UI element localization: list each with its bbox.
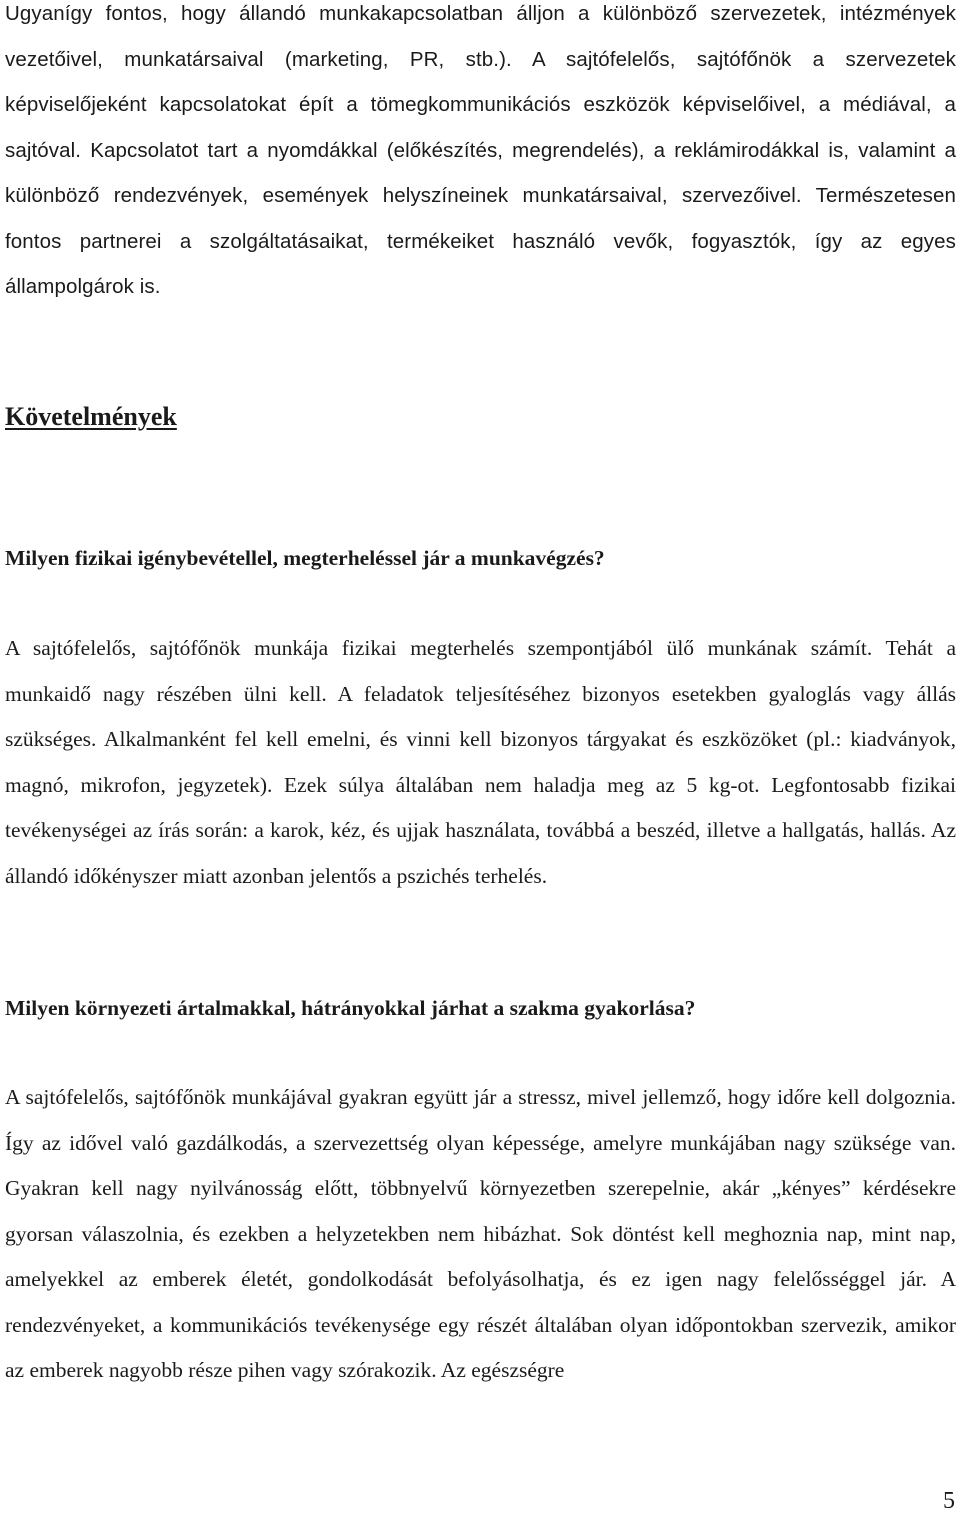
intro-paragraph: Ugyanígy fontos, hogy állandó munkakapcsolatban álljon a különböző szervezetek, intézmények vezetőivel, munkatársaival (marketing, PR, stb.). A sajtófelelős, sajtófőnök a szervezetek képviselőjeként kapcsolatokat épít a tömegkommunikációs eszközök képviselőivel, a médiával, a sajtóval. Kapcsolatot tart a nyomdákkal (előkészítés, megrendelés), a reklámirodákkal is, valamint a különböző rendezvények, események helyszíneinek munkatársaival, szervezőivel. Természetesen fontos partnerei a szolgáltatásaikat, termékeiket használó vevők, fogyasztók, így az egyes állampolgárok is.	[5, 2, 956, 298]
section-heading: Követelmények	[5, 402, 177, 431]
page-number: 5	[943, 1488, 955, 1514]
question-heading-2: Milyen környezeti ártalmakkal, hátrányokkal járhat a szakma gyakorlása?	[5, 996, 696, 1020]
question-heading-1: Milyen fizikai igénybevétellel, megterheléssel jár a munkavégzés?	[5, 546, 605, 570]
answer-paragraph-2: A sajtófelelős, sajtófőnök munkájával gyakran együtt jár a stressz, mivel jellemző, hogy időre kell dolgoznia. Így az idővel való gazdálkodás, a szervezettség olyan képessége, amelyre munkájában nagy szüksége van. Gyakran kell nagy nyilvánosság előtt, többnyelvű környezetben szerepelnie, akár „kényes” kérdésekre gyorsan válaszolnia, és ezekben a helyzetekben nem hibázhat. Sok döntést kell meghoznia nap, mint nap, amelyekkel az emberek életét, gondolkodását befolyásolhatja, és ez igen nagy felelősséggel jár. A rendezvényeket, a kommunikációs tevékenysége egy részét általában olyan időpontokban szervezik, amikor az emberek nagyobb része pihen vagy szórakozik. Az egészségre	[5, 1085, 956, 1382]
answer-paragraph-1: A sajtófelelős, sajtófőnök munkája fizikai megterhelés szempontjából ülő munkának számít. Tehát a munkaidő nagy részében ülni kell. A feladatok teljesítéséhez bizonyos esetekben gyaloglás vagy állás szükséges. Alkalmanként fel kell emelni, és vinni kell bizonyos tárgyakat és eszközöket (pl.: kiadványok, magnó, mikrofon, jegyzetek). Ezek súlya általában nem haladja meg az 5 kg-ot. Legfontosabb fizikai tevékenységei az írás során: a karok, kéz, és ujjak használata, továbbá a beszéd, illetve a hallgatás, hallás. Az állandó időkényszer miatt azonban jelentős a pszichés terhelés.	[5, 636, 956, 888]
